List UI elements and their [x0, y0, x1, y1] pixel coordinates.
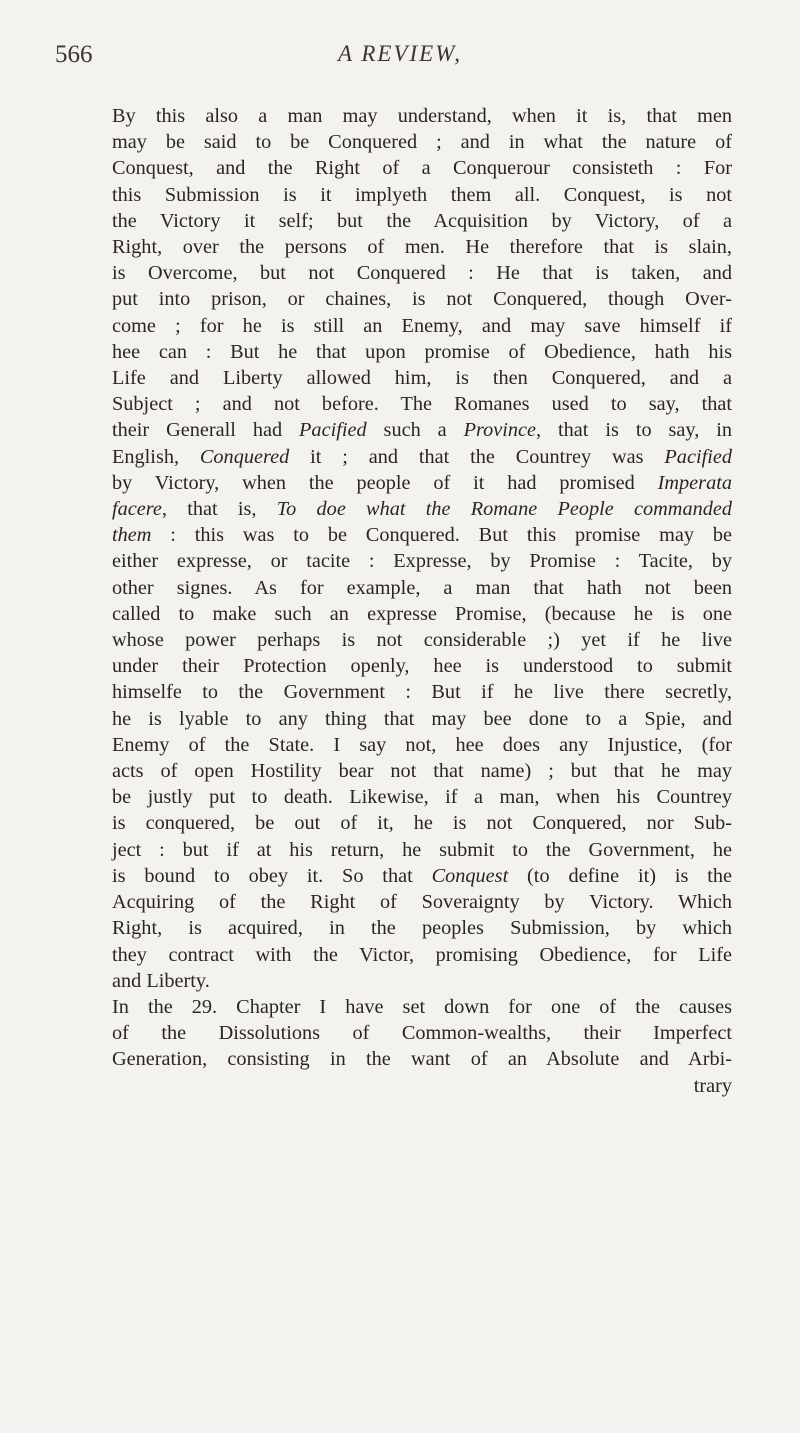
text-line: Life and Liberty allowed him, is then Conquered, and a [112, 367, 732, 390]
text-line: Right, is acquired, in the peoples Submission, by which [112, 917, 732, 940]
text-line: Right, over the persons of men. He therefore that is slain, [112, 236, 732, 259]
text-line [112, 496, 732, 522]
text-line: under their Protection openly, hee is understood to submit [112, 655, 732, 678]
text-line: Subject ; and not before. The Romanes used to say, that [112, 393, 732, 416]
text-line [112, 522, 732, 548]
text-line: acts of open Hostility bear not that name) ; but that he may [112, 760, 732, 783]
text-line: Acquiring of the Right of Soveraignty by Victory. Which [112, 891, 732, 914]
text-line: come ; for he is still an Enemy, and may save himself if [112, 314, 732, 337]
text-run: (to define it) is the [508, 864, 732, 887]
text-line [112, 417, 732, 443]
text-line: Conquest, and the Right of a Conquerour consisteth : For [112, 157, 732, 180]
text-run: , that is to say, in [536, 419, 732, 442]
italic-phrase: Conquered [199, 445, 290, 468]
text-line: this Submission is it implyeth them all. Conquest, is not [112, 183, 732, 206]
text-run: their Generall had [112, 419, 300, 442]
text-run: English, [112, 445, 200, 468]
text-line [112, 470, 732, 496]
running-title: A REVIEW, [337, 41, 463, 66]
text-line: himselfe to the Government : But if he live there secretly, [112, 681, 732, 704]
text-run: , that is, [161, 498, 277, 521]
page-number: 566 [55, 41, 93, 68]
text-run: it ; and that the Countrey was [289, 445, 665, 468]
text-line: be justly put to death. Likewise, if a man, when his Countrey [112, 786, 732, 809]
body-text [112, 103, 732, 1099]
text-line: of the Dissolutions of Common-wealths, their Imperfect [112, 1022, 732, 1045]
text-line: whose power perhaps is not considerable ;) yet if he live [112, 629, 732, 652]
text-line: Generation, consisting in the want of an Absolute and Arbi- [112, 1048, 732, 1071]
text-run: is bound to obey it. So that [112, 864, 432, 887]
italic-phrase: Province [463, 419, 537, 442]
text-line [112, 863, 732, 889]
text-line: and Liberty. [112, 969, 210, 992]
text-line: either expresse, or tacite : Expresse, by Promise : Tacite, by [112, 550, 732, 573]
text-line: called to make such an expresse Promise, (because he is one [112, 602, 732, 625]
text-line: Enemy of the State. I say not, hee does any Injustice, (for [112, 733, 732, 756]
text-line: hee can : But he that upon promise of Obedience, hath his [112, 340, 732, 363]
text-run: such a [366, 419, 464, 442]
text-line: they contract with the Victor, promising Obedience, for Life [112, 943, 732, 966]
text-line: ject : but if at his return, he submit to the Government, he [112, 838, 732, 861]
text-line: other signes. As for example, a man that hath not been [112, 576, 732, 599]
italic-phrase: them [112, 524, 152, 547]
text-line [112, 444, 732, 470]
italic-phrase: facere [112, 498, 162, 521]
text-line: In the 29. Chapter I have set down for one of the causes [112, 995, 732, 1018]
text-line: put into prison, or chaines, is not Conquered, though Over- [112, 288, 732, 311]
text-line: trary [693, 1074, 732, 1097]
text-run: by Victory, when the people of it had promised [112, 471, 658, 494]
text-run: : this was to be Conquered. But this promise may be [151, 524, 732, 547]
italic-phrase: Pacified [664, 445, 732, 468]
italic-phrase: To doe what the Romane People commanded [276, 498, 733, 521]
italic-phrase: Pacified [299, 419, 367, 442]
text-line: is conquered, be out of it, he is not Conquered, nor Sub- [112, 812, 732, 835]
text-line: he is lyable to any thing that may bee done to a Spie, and [112, 707, 732, 730]
text-line: the Victory it self; but the Acquisition by Victory, of a [112, 209, 732, 232]
italic-phrase: Imperata [657, 471, 732, 494]
italic-phrase: Conquest [431, 864, 509, 887]
text-line: is Overcome, but not Conquered : He that is taken, and [112, 262, 732, 285]
text-line: By this also a man may understand, when it is, that men [112, 105, 732, 127]
text-line: may be said to be Conquered ; and in what the nature of [112, 131, 732, 154]
